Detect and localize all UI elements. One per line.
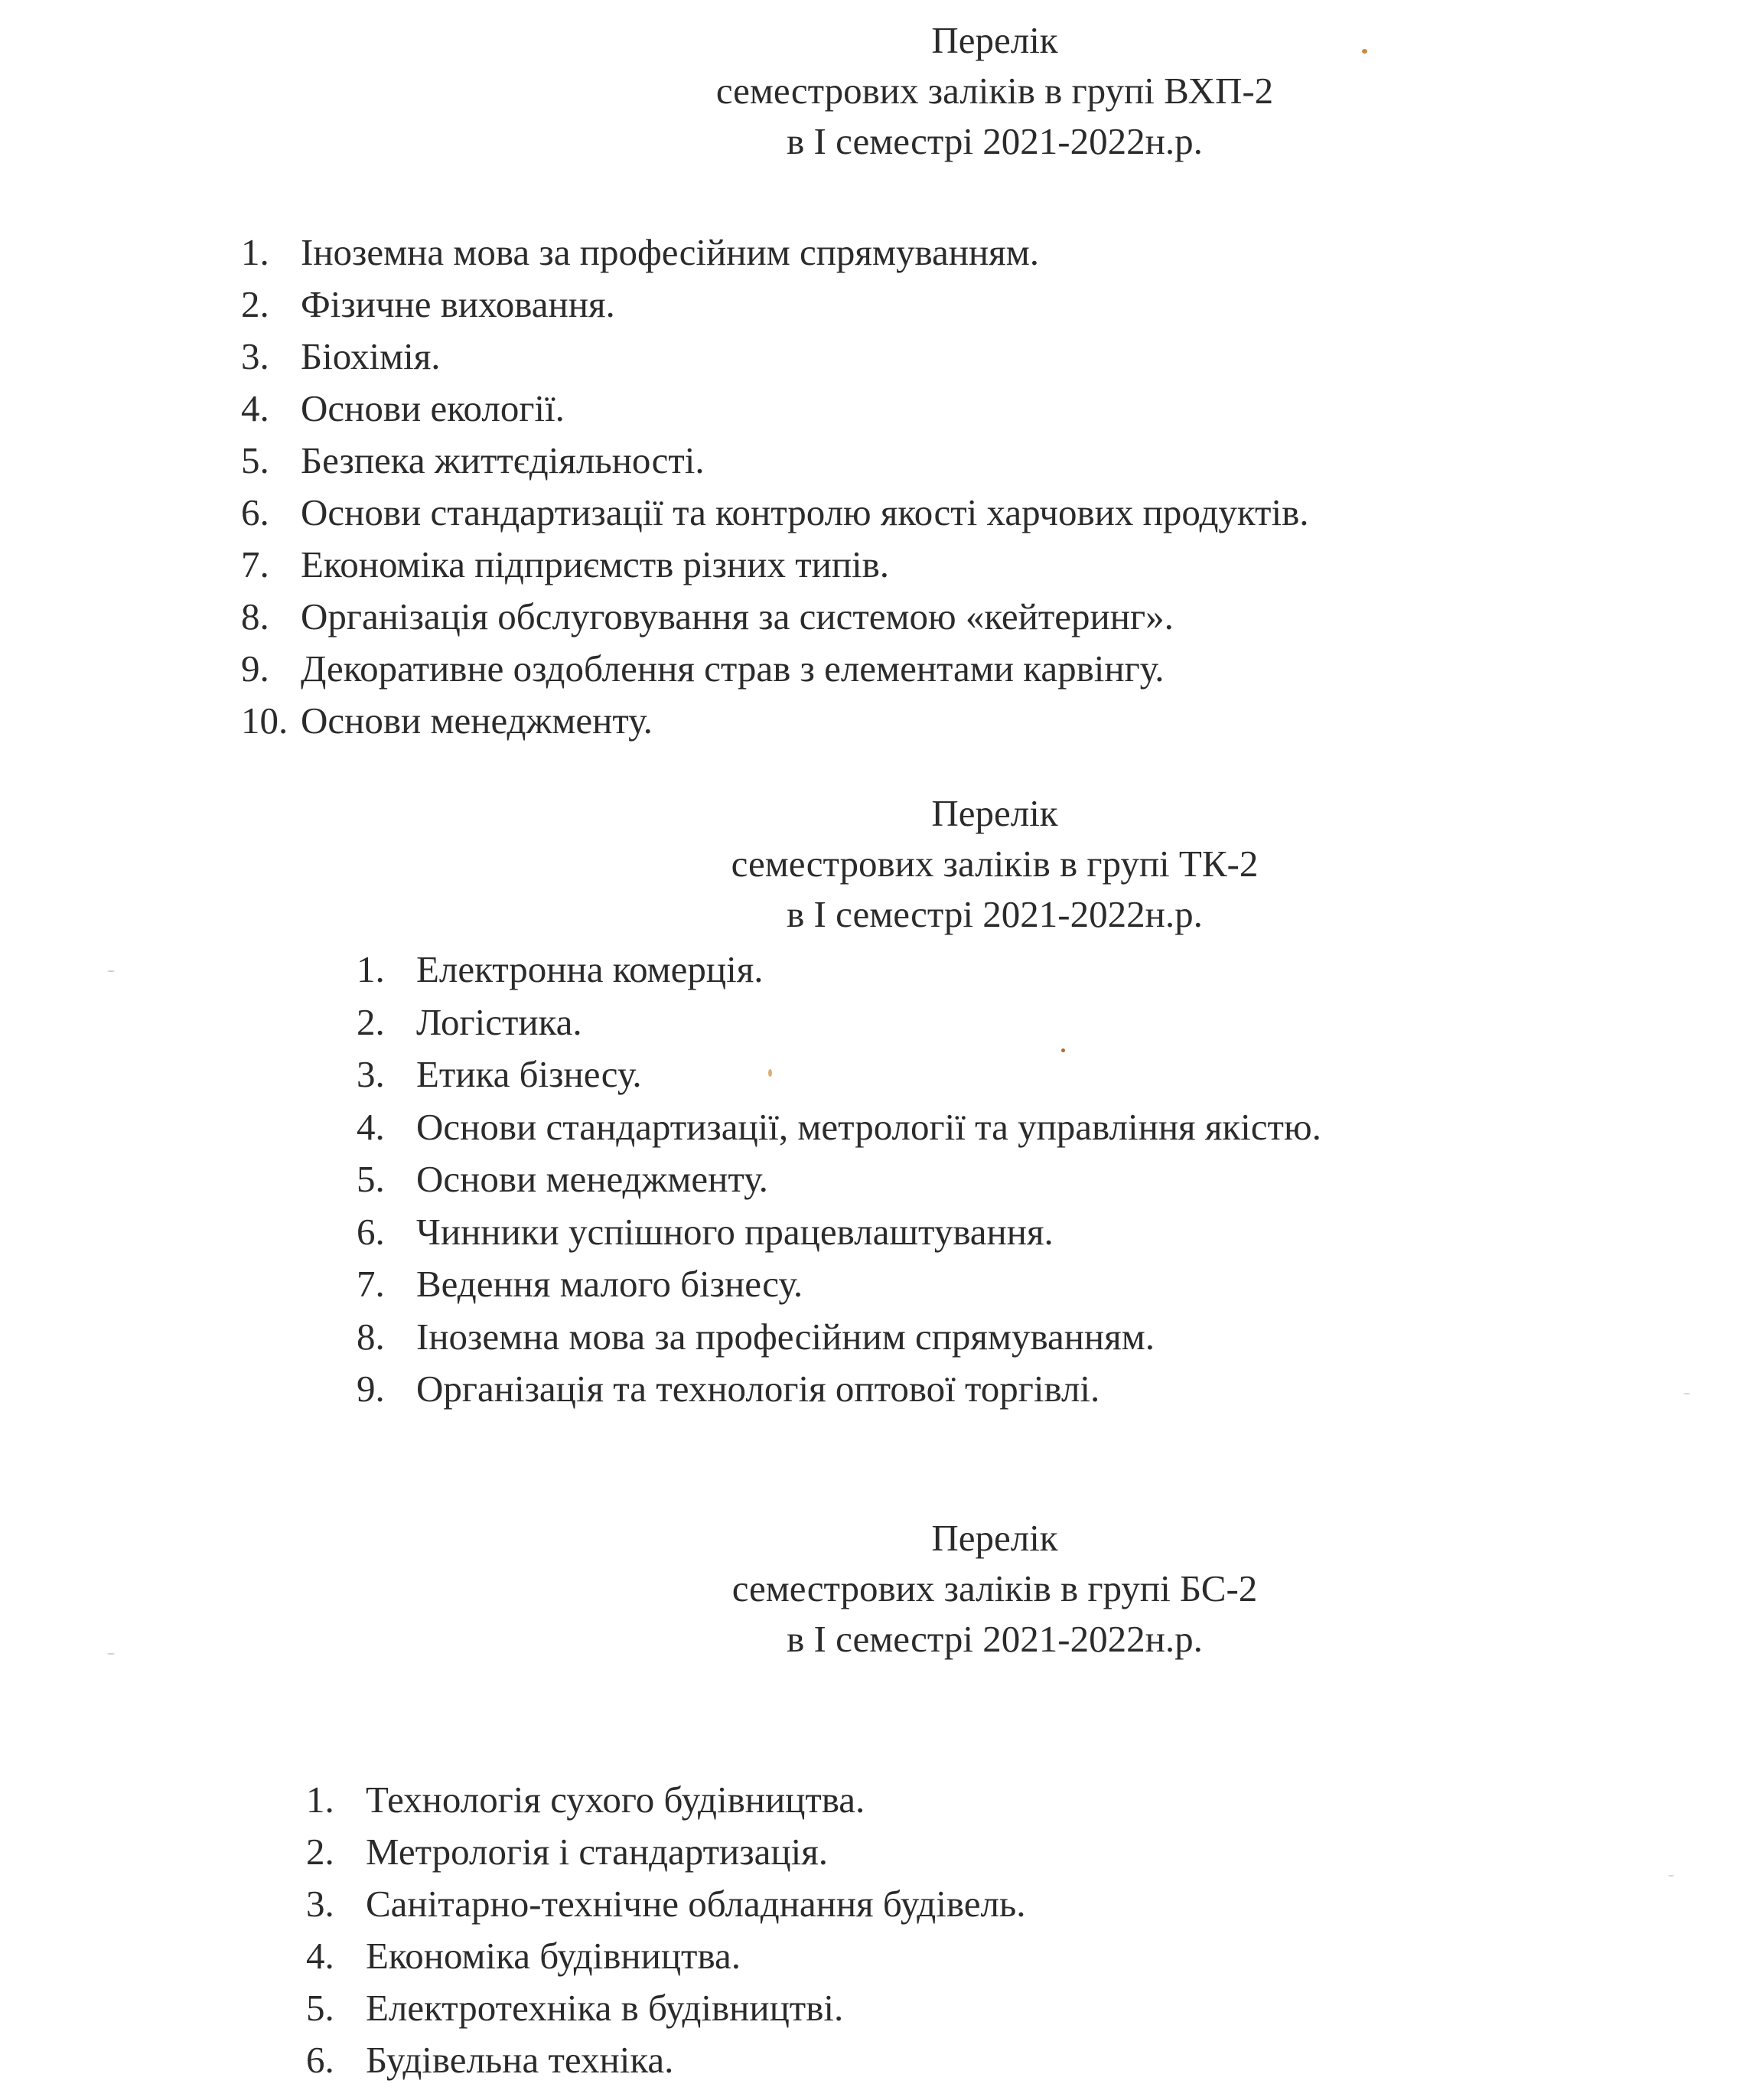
list-item <box>241 227 1618 279</box>
heading-subtitle: семестрових заліків в групі ВХП-2 <box>715 70 1274 112</box>
heading-title: Перелік <box>931 1517 1058 1559</box>
list-item <box>241 383 1618 435</box>
item-text: Основи менеджменту. <box>301 699 653 742</box>
list-item <box>306 1826 1530 1878</box>
heading-semester: в I семестрі 2021-2022н.р. <box>787 893 1203 935</box>
item-number: 2. <box>241 283 269 325</box>
item-text: Основи стандартизації, метрології та управління якістю. <box>416 1105 1321 1148</box>
item-text: Ведення малого бізнесу. <box>416 1263 803 1305</box>
item-text: Біохімія. <box>301 335 441 377</box>
item-number: 9. <box>357 1368 385 1410</box>
section-heading-tk <box>597 788 1393 940</box>
credit-list-tk <box>357 944 1657 1416</box>
item-number: 8. <box>357 1315 385 1358</box>
item-number: 4. <box>306 1935 334 1977</box>
list-item <box>241 643 1618 695</box>
item-text: Технологія сухого будівництва. <box>366 1779 865 1821</box>
item-number: 5. <box>241 439 269 481</box>
credit-list-bs <box>306 1774 1530 2086</box>
list-item <box>241 435 1618 487</box>
item-text: Електротехніка в будівництві. <box>366 1987 844 2029</box>
list-item <box>357 1363 1657 1416</box>
item-number: 9. <box>241 647 269 690</box>
list-item <box>241 539 1618 591</box>
list-item <box>357 944 1657 996</box>
list-item <box>306 1878 1530 1930</box>
section-heading-bs <box>597 1513 1393 1665</box>
scan-speck <box>107 1653 115 1655</box>
item-number: 6. <box>306 2039 334 2081</box>
list-item <box>357 1101 1657 1154</box>
item-text: Логістика. <box>416 1000 582 1043</box>
item-text: Санітарно-технічне обладнання будівель. <box>366 1883 1026 1925</box>
list-item <box>306 2034 1530 2086</box>
scan-speck <box>107 970 115 972</box>
list-item <box>306 1930 1530 1982</box>
item-text: Декоративне оздоблення страв з елементами карвінгу. <box>301 647 1165 690</box>
list-item <box>306 1774 1530 1826</box>
item-number: 3. <box>306 1883 334 1925</box>
credit-list-vkhp <box>241 227 1618 747</box>
item-text: Електронна комерція. <box>416 948 764 990</box>
heading-subtitle: семестрових заліків в групі ТК-2 <box>731 843 1259 885</box>
item-text: Економіка підприємств різних типів. <box>301 543 890 585</box>
list-item <box>306 1982 1530 2034</box>
list-item <box>357 1258 1657 1311</box>
list-item <box>357 996 1657 1049</box>
list-item <box>241 487 1618 539</box>
heading-subtitle: семестрових заліків в групі БС-2 <box>731 1567 1258 1609</box>
list-item <box>241 591 1618 643</box>
item-number: 1. <box>357 948 385 990</box>
heading-semester: в I семестрі 2021-2022н.р. <box>787 1618 1203 1660</box>
heading-title: Перелік <box>931 792 1058 834</box>
item-text: Економіка будівництва. <box>366 1935 741 1977</box>
item-number: 3. <box>241 335 269 377</box>
item-number: 7. <box>357 1263 385 1305</box>
list-item <box>357 1048 1657 1101</box>
list-item <box>241 279 1618 331</box>
section-heading-vkhp <box>597 15 1393 167</box>
scan-speck <box>768 1069 772 1077</box>
list-item <box>357 1206 1657 1259</box>
heading-title: Перелік <box>931 19 1058 61</box>
scan-speck <box>1362 49 1367 54</box>
item-number: 8. <box>241 595 269 638</box>
item-text: Безпека життєдіяльності. <box>301 439 705 481</box>
list-item <box>357 1153 1657 1206</box>
item-number: 2. <box>306 1831 334 1873</box>
item-number: 2. <box>357 1000 385 1043</box>
item-number: 6. <box>357 1210 385 1253</box>
item-text: Організація обслуговування за системою «кейтеринг». <box>301 595 1174 638</box>
item-number: 5. <box>357 1158 385 1200</box>
item-text: Фізичне виховання. <box>301 283 615 325</box>
item-text: Метрологія і стандартизація. <box>366 1831 828 1873</box>
list-item <box>357 1311 1657 1364</box>
item-number: 7. <box>241 543 269 585</box>
item-text: Основи менеджменту. <box>416 1158 768 1200</box>
item-text: Організація та технологія оптової торгівлі. <box>416 1368 1100 1410</box>
item-text: Етика бізнесу. <box>416 1053 642 1095</box>
item-number: 1. <box>241 231 269 273</box>
item-number: 4. <box>357 1105 385 1148</box>
item-text: Чинники успішного працевлаштування. <box>416 1210 1054 1253</box>
item-text: Основи стандартизації та контролю якості харчових продуктів. <box>301 491 1309 533</box>
item-text: Іноземна мова за професійним спрямуванням. <box>416 1315 1155 1358</box>
list-item <box>241 695 1618 747</box>
item-number: 4. <box>241 387 269 429</box>
item-number: 1. <box>306 1779 334 1821</box>
item-text: Іноземна мова за професійним спрямуванням. <box>301 231 1039 273</box>
item-number: 10. <box>241 699 288 742</box>
item-number: 6. <box>241 491 269 533</box>
list-item <box>241 331 1618 383</box>
item-text: Основи екології. <box>301 387 565 429</box>
item-text: Будівельна техніка. <box>366 2039 674 2081</box>
item-number: 5. <box>306 1987 334 2029</box>
heading-semester: в I семестрі 2021-2022н.р. <box>787 120 1203 162</box>
scan-speck <box>1668 1875 1674 1877</box>
scan-speck <box>1061 1048 1065 1052</box>
item-number: 3. <box>357 1053 385 1095</box>
scan-speck <box>1683 1393 1690 1394</box>
